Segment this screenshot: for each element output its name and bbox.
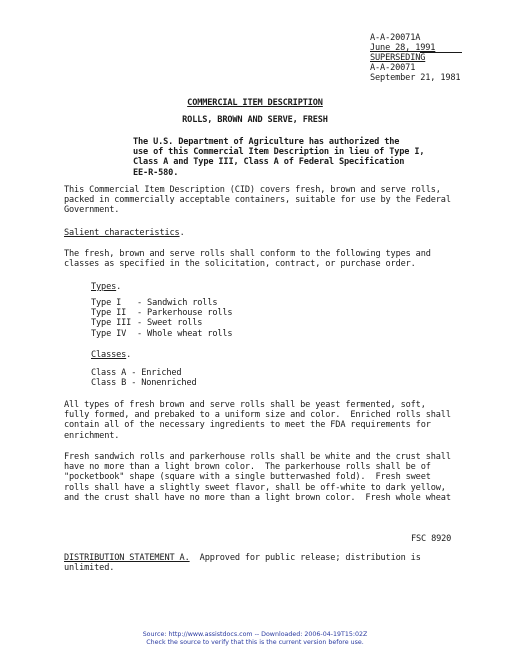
distribution-statement xyxy=(64,553,421,563)
superseded-number: A-A-20071 xyxy=(370,63,416,73)
fresh-line: and the crust shall have no more than a light brown color. Fresh whole wheat xyxy=(64,492,451,503)
type-item xyxy=(91,298,510,308)
doc-date: June 28, 1991 xyxy=(370,43,436,53)
distribution-line-2: unlimited. xyxy=(64,563,115,573)
general-line: enrichment. xyxy=(64,430,120,441)
type-code: Type IV xyxy=(91,328,127,339)
fresh-paragraph xyxy=(64,452,494,503)
distribution-text: Approved for public release; distribution is xyxy=(199,553,421,563)
document-subtitle: ROLLS, BROWN AND SERVE, FRESH xyxy=(182,115,328,125)
type-item xyxy=(91,329,510,339)
type-code: Type II xyxy=(91,308,127,319)
intro-line: Government. xyxy=(64,205,120,216)
authorization-line: Class A and Type III, Class A of Federal Specification xyxy=(133,157,405,168)
type-item xyxy=(91,308,510,318)
document-title: COMMERCIAL ITEM DESCRIPTION xyxy=(187,98,323,108)
salient-line: The fresh, brown and serve rolls shall conform to the following types and xyxy=(64,249,431,259)
authorization-line: The U.S. Department of Agriculture has authorized the xyxy=(133,137,400,147)
type-code: Type I xyxy=(91,298,122,308)
type-item xyxy=(91,318,510,328)
general-line: fully formed, and prebaked to a uniform size and color. Enriched rolls shall xyxy=(64,410,451,421)
type-desc: - Whole wheat rolls xyxy=(137,328,233,339)
salient-heading: Salient characteristics. xyxy=(64,228,185,238)
classes-list xyxy=(91,368,510,388)
authorization-line: use of this Commercial Item Description in lieu of Type I, xyxy=(133,147,425,158)
type-desc: - Sandwich rolls xyxy=(137,298,218,308)
salient-line: classes as specified in the solicitation, contract, or purchase order. xyxy=(64,259,416,270)
authorization-paragraph xyxy=(133,137,510,178)
intro-line: packed in commercially acceptable containers, suitable for use by the Federal xyxy=(64,195,451,206)
superseding-label: SUPERSEDING xyxy=(370,53,426,63)
salient-paragraph xyxy=(64,249,494,269)
fresh-line: have no more than a light brown color. The parkerhouse rolls shall be of xyxy=(64,462,431,473)
intro-line: This Commercial Item Description (CID) covers fresh, brown and serve rolls, xyxy=(64,185,441,195)
general-line: All types of fresh brown and serve rolls shall be yeast fermented, soft, xyxy=(64,400,426,410)
types-list xyxy=(91,298,510,339)
footer-line-1: Source: http://www.assistdocs.com -- Downloaded: 2006-04-19T15:02Z xyxy=(142,631,368,638)
intro-paragraph xyxy=(64,185,494,216)
distribution-label: DISTRIBUTION STATEMENT A. xyxy=(64,553,190,563)
type-desc: - Parkerhouse rolls xyxy=(137,308,233,319)
source-footer xyxy=(0,631,510,646)
types-heading-text: Types xyxy=(91,282,117,292)
types-heading: Types. xyxy=(91,282,122,292)
salient-heading-text: Salient characteristics xyxy=(64,228,180,238)
fresh-line: rolls shall have a slightly sweet flavor, shall be off-white to dark yellow, xyxy=(64,482,446,493)
superseded-date: September 21, 1981 xyxy=(370,73,461,83)
type-code: Type III xyxy=(91,318,132,329)
general-line: contain all of the necessary ingredients to meet the FDA requirements for xyxy=(64,420,431,431)
authorization-line: EE-R-580. xyxy=(133,167,179,178)
fresh-line: "pocketbook" shape (square with a single butterwashed fold). Fresh sweet xyxy=(64,472,431,483)
classes-heading: Classes. xyxy=(91,350,132,360)
general-paragraph xyxy=(64,400,494,441)
fsc-code: FSC 8920 xyxy=(411,534,452,544)
footer-line-2: Check the source to verify that this is the current version before use. xyxy=(146,638,364,646)
date-underline xyxy=(420,52,462,53)
class-item: Class B - Nonenriched xyxy=(91,378,197,389)
doc-number: A-A-20071A xyxy=(370,33,421,43)
type-desc: - Sweet rolls xyxy=(137,318,203,329)
class-item: Class A - Enriched xyxy=(91,368,182,378)
classes-heading-text: Classes xyxy=(91,350,127,360)
fresh-line: Fresh sandwich rolls and parkerhouse rolls shall be white and the crust shall xyxy=(64,452,451,462)
